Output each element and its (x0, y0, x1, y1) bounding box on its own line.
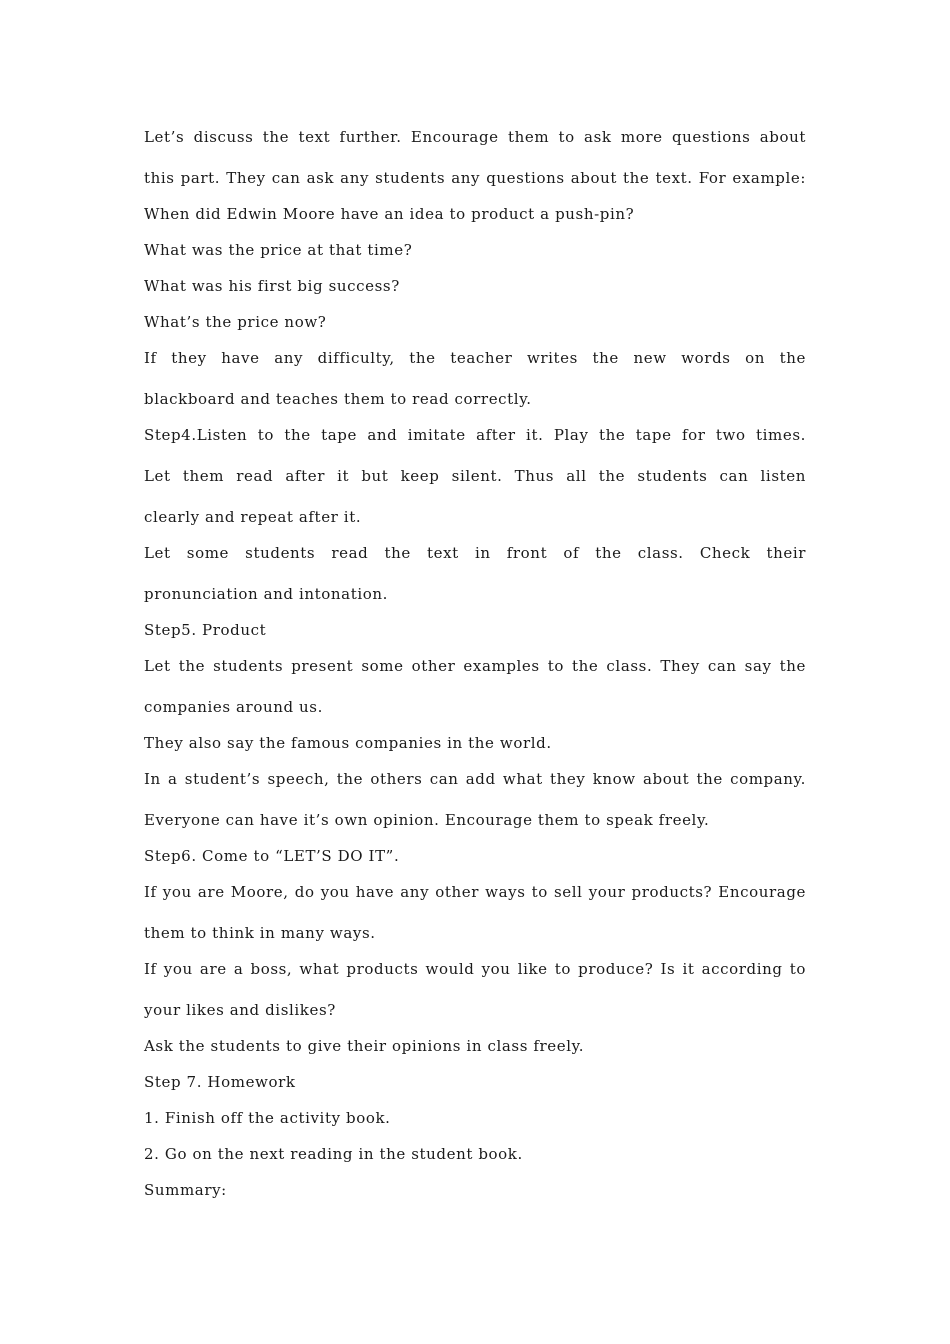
text-line: this part. They can ask any students any questions about the text. For example: (144, 169, 806, 187)
text-line: In a student’s speech, the others can add what they know about the company. (144, 770, 806, 788)
text-line: pronunciation and intonation. (144, 585, 388, 603)
text-line: If you are a boss, what products would you like to produce? Is it according to (144, 960, 806, 978)
step-heading: Step4.Listen to the tape and imitate after it. Play the tape for two times. (144, 426, 806, 444)
question-line: When did Edwin Moore have an idea to product a push-pin? (144, 205, 635, 223)
text-line: companies around us. (144, 698, 323, 716)
text-line: Let some students read the text in front of the class. Check their (144, 544, 806, 562)
text-line: They also say the famous companies in the world. (144, 734, 552, 752)
text-line: Let them read after it but keep silent. Thus all the students can listen (144, 467, 806, 485)
summary-label: Summary: (144, 1181, 227, 1199)
text-line: Let the students present some other examples to the class. They can say the (144, 657, 806, 675)
text-line: blackboard and teaches them to read correctly. (144, 390, 532, 408)
text-line: clearly and repeat after it. (144, 508, 362, 526)
question-line: What’s the price now? (144, 313, 327, 331)
step-heading: Step 7. Homework (144, 1073, 296, 1091)
step-heading: Step6. Come to “LET’S DO IT”. (144, 847, 400, 865)
text-line: Ask the students to give their opinions in class freely. (144, 1037, 585, 1055)
text-line: If they have any difficulty, the teacher writes the new words on the (144, 349, 806, 367)
text-line: Everyone can have it’s own opinion. Encourage them to speak freely. (144, 811, 710, 829)
question-line: What was his first big success? (144, 277, 400, 295)
text-line: Let’s discuss the text further. Encourage them to ask more questions about (144, 128, 806, 146)
list-item: 1. Finish off the activity book. (144, 1109, 391, 1127)
list-item: 2. Go on the next reading in the student book. (144, 1145, 523, 1163)
text-line: If you are Moore, do you have any other ways to sell your products? Encourage (144, 883, 806, 901)
question-line: What was the price at that time? (144, 241, 413, 259)
text-line: your likes and dislikes? (144, 1001, 336, 1019)
step-heading: Step5. Product (144, 621, 267, 639)
text-line: them to think in many ways. (144, 924, 376, 942)
